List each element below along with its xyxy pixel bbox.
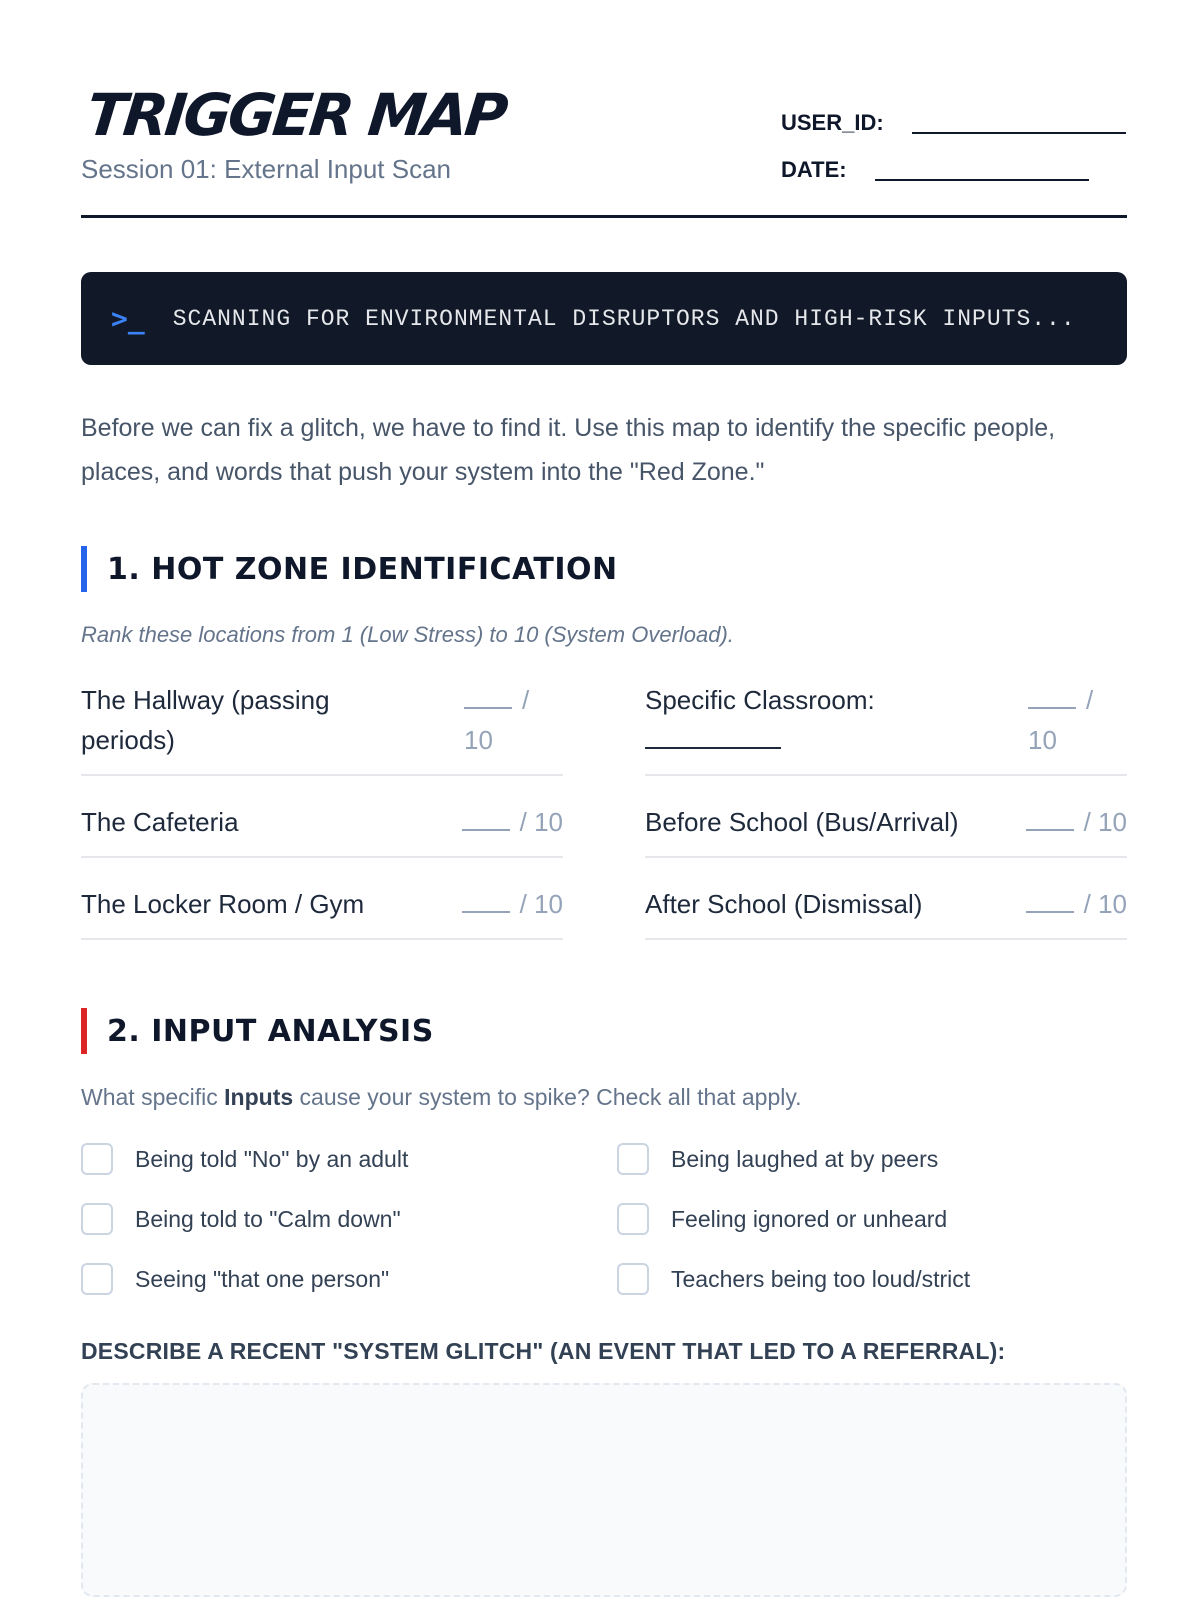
glitch-description-textarea[interactable]	[81, 1383, 1127, 1597]
checkbox-label: Feeling ignored or unheard	[671, 1205, 948, 1232]
rank-label: Specific Classroom:	[645, 680, 945, 760]
rank-item-before-school	[645, 800, 1127, 858]
section-title: 2. INPUT ANALYSIS	[107, 1013, 434, 1049]
rank-label: The Locker Room / Gym	[81, 889, 365, 919]
rank-blank[interactable]	[462, 829, 510, 831]
checkbox-label: Teachers being too loud/strict	[671, 1265, 971, 1292]
rank-score-field[interactable]: / 10	[462, 802, 563, 842]
section-instruction: Rank these locations from 1 (Low Stress) to 10 (System Overload).	[81, 622, 734, 647]
checkbox-item[interactable]	[81, 1202, 401, 1236]
rank-blank[interactable]	[1026, 911, 1074, 913]
rank-label: The Cafeteria	[81, 807, 239, 837]
checkbox[interactable]	[617, 1263, 649, 1295]
checkbox-item[interactable]	[617, 1142, 938, 1176]
rank-score-field[interactable]: / 10	[464, 685, 530, 755]
terminal-prompt-icon: >_	[111, 302, 145, 335]
page-title: TRIGGER MAP	[83, 81, 509, 149]
rank-blank[interactable]	[464, 707, 512, 709]
rank-score-field[interactable]: / 10	[1026, 884, 1127, 924]
user-id-blank[interactable]	[912, 132, 1126, 134]
section-heading-hot-zone	[81, 546, 618, 592]
rank-item-cafeteria	[81, 800, 563, 858]
checkbox[interactable]	[81, 1203, 113, 1235]
checkbox[interactable]	[617, 1203, 649, 1235]
date-label: DATE:	[781, 157, 847, 182]
classroom-name-blank[interactable]	[645, 747, 781, 749]
rank-score-field[interactable]: / 10	[462, 884, 563, 924]
checkbox-label: Being laughed at by peers	[671, 1145, 939, 1172]
checkbox-item[interactable]	[617, 1262, 970, 1296]
rank-item-classroom	[645, 678, 1127, 776]
terminal-banner	[81, 272, 1127, 365]
rank-blank[interactable]	[462, 911, 510, 913]
checkbox-label: Being told "No" by an adult	[135, 1145, 409, 1172]
section-lead: What specific Inputs cause your system to spike? Check all that apply.	[81, 1084, 802, 1110]
rank-label: After School (Dismissal)	[645, 889, 923, 919]
rank-item-locker-room	[81, 882, 563, 940]
date-blank[interactable]	[875, 179, 1089, 181]
rank-item-after-school	[645, 882, 1127, 940]
page-subtitle: Session 01: External Input Scan	[81, 154, 452, 184]
checkbox[interactable]	[617, 1143, 649, 1175]
section-heading-input-analysis	[81, 1008, 434, 1054]
section-accent-bar	[81, 1008, 87, 1054]
worksheet-header	[81, 80, 1127, 218]
terminal-text: SCANNING FOR ENVIRONMENTAL DISRUPTORS AND HIGH-RISK INPUTS...	[172, 305, 1076, 332]
checkbox-item[interactable]	[617, 1202, 947, 1236]
glitch-description-label: DESCRIBE A RECENT "SYSTEM GLITCH" (AN EVENT THAT LED TO A REFERRAL):	[81, 1338, 1006, 1364]
date-field[interactable]	[781, 157, 1089, 183]
checkbox[interactable]	[81, 1143, 113, 1175]
rank-blank[interactable]	[1026, 829, 1074, 831]
checkbox-label: Seeing "that one person"	[135, 1265, 390, 1292]
rank-item-hallway	[81, 678, 563, 776]
section-title: 1. HOT ZONE IDENTIFICATION	[107, 551, 618, 587]
checkbox-label: Being told to "Calm down"	[135, 1205, 401, 1232]
rank-blank[interactable]	[1028, 707, 1076, 709]
section-accent-bar	[81, 546, 87, 592]
user-id-field[interactable]	[781, 110, 1126, 136]
intro-paragraph: Before we can fix a glitch, we have to find it. Use this map to identify the specific people, places, and words that push your system into the "Red Zone."	[81, 414, 1056, 486]
user-id-label: USER_ID:	[781, 110, 884, 135]
rank-label: The Hallway (passing periods)	[81, 685, 330, 755]
checkbox-item[interactable]	[81, 1142, 408, 1176]
checkbox-item[interactable]	[81, 1262, 389, 1296]
checkbox[interactable]	[81, 1263, 113, 1295]
rank-score-field[interactable]: / 10	[1028, 685, 1094, 755]
rank-label: Before School (Bus/Arrival)	[645, 807, 959, 837]
rank-score-field[interactable]: / 10	[1026, 802, 1127, 842]
